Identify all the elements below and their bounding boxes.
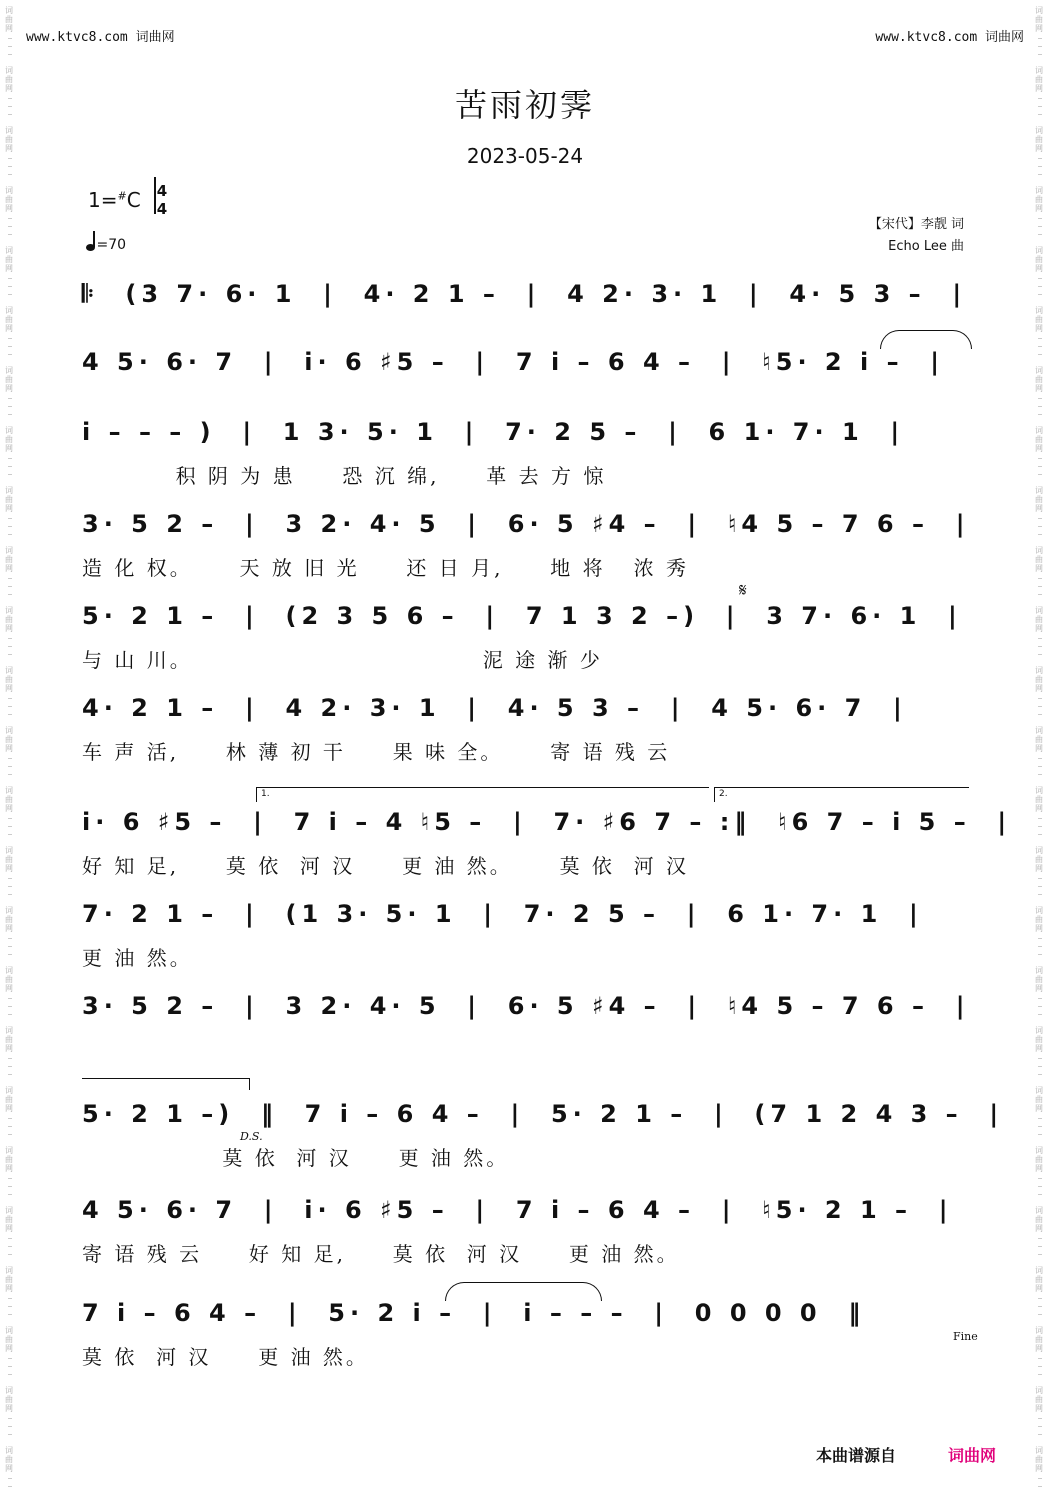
ds-mark: D.S.	[240, 1130, 263, 1143]
watermark-text: 词 曲 网	[5, 1266, 13, 1293]
watermark-tick	[1038, 1426, 1042, 1427]
tempo-value: =70	[96, 237, 127, 253]
watermark-text: 词 曲 网	[5, 846, 13, 873]
watermark-tick	[1038, 346, 1042, 347]
watermark-tick	[8, 998, 12, 999]
watermark-tick	[1038, 946, 1042, 947]
watermark-text: 词 曲 网	[1035, 1266, 1043, 1293]
watermark-text: 词 曲 网	[5, 906, 13, 933]
watermark-tick	[8, 1246, 12, 1247]
key-sharp: #	[117, 189, 127, 203]
watermark-text: 词 曲 网	[5, 726, 13, 753]
watermark-text: 词 曲 网	[1035, 546, 1043, 573]
watermark-tick	[8, 1478, 12, 1479]
volta-bracket-2	[714, 787, 969, 802]
watermark-text: 词 曲 网	[5, 66, 13, 93]
volta-1-label: 1.	[261, 789, 270, 799]
watermark-tick	[8, 346, 12, 347]
watermark-tick	[8, 406, 12, 407]
watermark-tick	[8, 1178, 12, 1179]
watermark-tick	[8, 1118, 12, 1119]
watermark-text: 词 曲 网	[1035, 846, 1043, 873]
watermark-text: 词 曲 网	[5, 126, 13, 153]
watermark-text: 词 曲 网	[1035, 246, 1043, 273]
watermark-tick	[8, 1058, 12, 1059]
notation-row: i – – – ) | 1 3· 5· 1 | 7· 2 5 – | 6 1· 7· 1 |	[82, 418, 905, 446]
lyrics-row: 寄 语 残 云 好 知 足, 莫 依 河 汉 更 油 然。	[82, 1242, 680, 1266]
watermark-text: 词 曲 网	[1035, 366, 1043, 393]
watermark-tick	[8, 294, 12, 295]
watermark-tick	[1038, 1358, 1042, 1359]
watermark-tick	[1038, 594, 1042, 595]
watermark-tick	[8, 466, 12, 467]
watermark-text: 词 曲 网	[1035, 186, 1043, 213]
watermark-tick	[1038, 1178, 1042, 1179]
watermark-tick	[8, 1374, 12, 1375]
watermark-tick	[1038, 714, 1042, 715]
watermark-text: 词 曲 网	[5, 1386, 13, 1413]
watermark-tick	[1038, 526, 1042, 527]
watermark-tick	[1038, 54, 1042, 55]
watermark-tick	[8, 954, 12, 955]
watermark-tick	[8, 1366, 12, 1367]
watermark-text: 词 曲 网	[1035, 1026, 1043, 1053]
song-title: 苦雨初霁	[454, 86, 595, 124]
watermark-text: 词 曲 网	[5, 606, 13, 633]
watermark-tick	[8, 1186, 12, 1187]
watermark-tick	[1038, 774, 1042, 775]
watermark-text: 词 曲 网	[1035, 786, 1043, 813]
watermark-text: 词 曲 网	[1035, 726, 1043, 753]
watermark-tick	[8, 1418, 12, 1419]
watermark-tick	[8, 654, 12, 655]
watermark-tick	[8, 698, 12, 699]
watermark-tick	[1038, 1066, 1042, 1067]
watermark-tick	[1038, 698, 1042, 699]
watermark-tick	[1038, 1314, 1042, 1315]
watermark-tick	[8, 586, 12, 587]
watermark-text: 词 曲 网	[5, 366, 13, 393]
watermark-text: 词 曲 网	[1035, 906, 1043, 933]
watermark-tick	[1038, 1486, 1042, 1487]
watermark-tick	[8, 834, 12, 835]
lyricist-credit: 【宋代】李靓 词	[868, 217, 964, 232]
watermark-tick	[1038, 1434, 1042, 1435]
watermark-tick	[8, 766, 12, 767]
watermark-tick	[8, 1134, 12, 1135]
watermark-tick	[1038, 1186, 1042, 1187]
watermark-tick	[8, 226, 12, 227]
notation-row: 4· 2 1 – | 4 2· 3· 1 | 4· 5 3 – | 4 5· 6· 7 |	[82, 694, 907, 722]
header-site-right[interactable]: www.ktvc8.com 词曲网	[875, 30, 1024, 45]
watermark-tick	[8, 1486, 12, 1487]
watermark-tick	[1038, 518, 1042, 519]
footer-label: 本曲谱源自	[816, 1446, 897, 1465]
watermark-tick	[1038, 406, 1042, 407]
watermark-text: 词 曲 网	[1035, 666, 1043, 693]
watermark-tick	[8, 278, 12, 279]
watermark-text: 词 曲 网	[1035, 1446, 1043, 1473]
watermark-tick	[1038, 758, 1042, 759]
watermark-tick	[1038, 638, 1042, 639]
tie-slur-final	[445, 1282, 602, 1301]
watermark-tick	[1038, 458, 1042, 459]
watermark-text: 词 曲 网	[5, 486, 13, 513]
watermark-tick	[1038, 878, 1042, 879]
watermark-tick	[1038, 1246, 1042, 1247]
watermark-tick	[8, 526, 12, 527]
watermark-text: 词 曲 网	[5, 1446, 13, 1473]
watermark-text: 词 曲 网	[5, 546, 13, 573]
watermark-text: 词 曲 网	[5, 426, 13, 453]
watermark-tick	[8, 1006, 12, 1007]
watermark-tick	[8, 174, 12, 175]
ds-bracket	[82, 1078, 250, 1079]
watermark-tick	[1038, 174, 1042, 175]
watermark-tick	[1038, 818, 1042, 819]
watermark-tick	[8, 1306, 12, 1307]
watermark-tick	[8, 1426, 12, 1427]
watermark-tick	[1038, 1238, 1042, 1239]
watermark-tick	[8, 286, 12, 287]
watermark-tick	[1038, 766, 1042, 767]
footer-source	[816, 1443, 996, 1466]
watermark-tick	[8, 638, 12, 639]
watermark-tick	[8, 234, 12, 235]
watermark-tick	[8, 774, 12, 775]
watermark-tick	[8, 1126, 12, 1127]
watermark-tick	[8, 1074, 12, 1075]
watermark-text: 词 曲 网	[1035, 606, 1043, 633]
watermark-text: 词 曲 网	[5, 1026, 13, 1053]
watermark-tick	[1038, 1478, 1042, 1479]
lyrics-row: 莫 依 河 汉 更 油 然。	[82, 1345, 369, 1369]
watermark-tick	[8, 354, 12, 355]
watermark-text: 词 曲 网	[1035, 1326, 1043, 1353]
tempo-marking	[86, 233, 126, 253]
watermark-text: 词 曲 网	[1035, 306, 1043, 333]
volta-2-label: 2.	[719, 789, 728, 799]
watermark-tick	[1038, 1418, 1042, 1419]
watermark-tick	[8, 38, 12, 39]
watermark-tick	[1038, 534, 1042, 535]
meter-divider	[154, 177, 156, 214]
lyrics-row: 好 知 足, 莫 依 河 汉 更 油 然。 莫 依 河 汉	[82, 854, 690, 878]
watermark-tick	[8, 714, 12, 715]
watermark-tick	[8, 938, 12, 939]
watermark-tick	[1038, 1366, 1042, 1367]
watermark-tick	[1038, 466, 1042, 467]
watermark-tick	[8, 1254, 12, 1255]
watermark-text: 词 曲 网	[5, 6, 13, 33]
watermark-tick	[1038, 474, 1042, 475]
watermark-tick	[1038, 414, 1042, 415]
watermark-text: 词 曲 网	[5, 306, 13, 333]
watermark-text: 词 曲 网	[1035, 66, 1043, 93]
watermark-tick	[8, 578, 12, 579]
watermark-text: 词 曲 网	[1035, 6, 1043, 33]
watermark-tick	[1038, 1006, 1042, 1007]
watermark-tick	[1038, 226, 1042, 227]
lyrics-row: 车 声 活, 林 薄 初 干 果 味 全。 寄 语 残 云	[82, 740, 671, 764]
watermark-tick	[8, 518, 12, 519]
key-note: C	[126, 188, 141, 212]
watermark-text: 词 曲 网	[5, 1326, 13, 1353]
watermark-tick	[1038, 354, 1042, 355]
notation-row: 4 5· 6· 7 | i· 6 ♯5 – | 7 i – 6 4 – | ♮5· 2 i – |	[82, 348, 945, 376]
watermark-text: 词 曲 网	[1035, 1386, 1043, 1413]
note-stem	[93, 231, 95, 247]
watermark-text: 词 曲 网	[5, 1086, 13, 1113]
watermark-tick	[1038, 234, 1042, 235]
key-signature	[88, 188, 141, 212]
watermark-tick	[1038, 398, 1042, 399]
watermark-tick	[1038, 286, 1042, 287]
watermark-tick	[1038, 706, 1042, 707]
watermark-tick	[8, 338, 12, 339]
watermark-tick	[8, 1238, 12, 1239]
watermark-tick	[8, 54, 12, 55]
watermark-tick	[1038, 1058, 1042, 1059]
watermark-tick	[1038, 886, 1042, 887]
watermark-tick	[1038, 586, 1042, 587]
watermark-text: 词 曲 网	[1035, 486, 1043, 513]
watermark-tick	[8, 534, 12, 535]
right-watermark-strip	[1030, 0, 1050, 1490]
watermark-tick	[1038, 1374, 1042, 1375]
header-site-left[interactable]: www.ktvc8.com 词曲网	[26, 30, 175, 45]
notation-row: 5· 2 1 – | (2 3 5 6 – | 7 1 3 2 –) | 3 7· 6· 1 |	[82, 602, 962, 630]
watermark-tick	[1038, 278, 1042, 279]
watermark-tick	[1038, 1118, 1042, 1119]
watermark-tick	[8, 458, 12, 459]
watermark-tick	[1038, 938, 1042, 939]
watermark-tick	[8, 826, 12, 827]
watermark-tick	[1038, 1306, 1042, 1307]
key-prefix: 1=	[88, 188, 118, 212]
composer-credit: Echo Lee 曲	[888, 239, 964, 254]
tie-slur	[880, 330, 972, 349]
watermark-tick	[8, 1358, 12, 1359]
watermark-tick	[8, 758, 12, 759]
watermark-text: 词 曲 网	[5, 966, 13, 993]
lyrics-row: 与 山 川。 泥 途 渐 少	[82, 648, 603, 672]
watermark-tick	[8, 1298, 12, 1299]
ds-bracket-end	[249, 1078, 250, 1090]
watermark-tick	[8, 706, 12, 707]
time-signature	[152, 182, 172, 218]
lyrics-row: 莫 依 河 汉 更 油 然。	[82, 1146, 510, 1170]
notation-row: 3· 5 2 – | 3 2· 4· 5 | 6· 5 ♯4 – | ♮4 5 – 7 6 – |	[82, 992, 970, 1020]
volta-bracket-1	[256, 787, 709, 802]
watermark-tick	[1038, 894, 1042, 895]
watermark-tick	[1038, 1134, 1042, 1135]
lyrics-row: 更 油 然。	[82, 946, 193, 970]
watermark-text: 词 曲 网	[5, 1206, 13, 1233]
watermark-tick	[8, 218, 12, 219]
segno-sign: 𝄋	[739, 580, 747, 601]
watermark-tick	[1038, 834, 1042, 835]
watermark-text: 词 曲 网	[5, 786, 13, 813]
watermark-tick	[8, 594, 12, 595]
watermark-tick	[8, 398, 12, 399]
watermark-tick	[8, 414, 12, 415]
meter-top: 4	[156, 182, 168, 200]
watermark-tick	[1038, 826, 1042, 827]
watermark-tick	[8, 1434, 12, 1435]
watermark-tick	[8, 1194, 12, 1195]
watermark-text: 词 曲 网	[1035, 966, 1043, 993]
watermark-tick	[1038, 646, 1042, 647]
watermark-text: 词 曲 网	[1035, 1206, 1043, 1233]
watermark-tick	[1038, 1074, 1042, 1075]
watermark-tick	[1038, 38, 1042, 39]
watermark-tick	[8, 1314, 12, 1315]
watermark-tick	[8, 1066, 12, 1067]
watermark-text: 词 曲 网	[1035, 1146, 1043, 1173]
fine-mark: Fine	[953, 1330, 978, 1343]
notation-row: 4 5· 6· 7 | i· 6 ♯5 – | 7 i – 6 4 – | ♮5· 2 1 – |	[82, 1196, 953, 1224]
notation-row: 3· 5 2 – | 3 2· 4· 5 | 6· 5 ♯4 – | ♮4 5 – 7 6 – |	[82, 510, 970, 538]
watermark-tick	[8, 886, 12, 887]
watermark-tick	[1038, 954, 1042, 955]
meter-bottom: 4	[156, 200, 168, 218]
watermark-tick	[8, 946, 12, 947]
lyrics-row: 造 化 权。 天 放 旧 光 还 日 月, 地 将 浓 秀	[82, 556, 690, 580]
footer-brand-link[interactable]: 词曲网	[948, 1446, 997, 1465]
watermark-text: 词 曲 网	[5, 1146, 13, 1173]
notation-row: 7· 2 1 – | (1 3· 5· 1 | 7· 2 5 – | 6 1· 7· 1 |	[82, 900, 923, 928]
watermark-tick	[1038, 654, 1042, 655]
watermark-tick	[1038, 218, 1042, 219]
left-watermark-strip	[0, 0, 20, 1490]
watermark-text: 词 曲 网	[5, 666, 13, 693]
watermark-tick	[1038, 1254, 1042, 1255]
watermark-tick	[8, 1014, 12, 1015]
watermark-tick	[1038, 1126, 1042, 1127]
watermark-tick	[1038, 338, 1042, 339]
watermark-tick	[1038, 1194, 1042, 1195]
watermark-tick	[1038, 294, 1042, 295]
watermark-text: 词 曲 网	[5, 186, 13, 213]
watermark-text: 词 曲 网	[1035, 426, 1043, 453]
watermark-tick	[8, 818, 12, 819]
watermark-tick	[8, 894, 12, 895]
watermark-tick	[1038, 1014, 1042, 1015]
watermark-text: 词 曲 网	[5, 246, 13, 273]
watermark-tick	[1038, 998, 1042, 999]
notation-row: 𝄆 (3 7· 6· 1 | 4· 2 1 – | 4 2· 3· 1 | 4· 5 3 – |	[82, 280, 967, 308]
watermark-tick	[8, 46, 12, 47]
notation-row: i· 6 ♯5 – | 7 i – 4 ♮5 – | 7· ♯6 7 – :‖ ♮6 7 – i 5 – |	[82, 808, 1012, 836]
watermark-tick	[1038, 1298, 1042, 1299]
watermark-tick	[8, 646, 12, 647]
notation-row: 7 i – 6 4 – | 5· 2 i – | i – – – | 0 0 0 0 ‖	[82, 1299, 866, 1327]
watermark-tick	[8, 474, 12, 475]
watermark-text: 词 曲 网	[1035, 126, 1043, 153]
watermark-text: 词 曲 网	[1035, 1086, 1043, 1113]
lyrics-row: 积 阴 为 患 恐 沉 绵, 革 去 方 惊	[82, 464, 607, 488]
watermark-tick	[1038, 46, 1042, 47]
notation-row: 5· 2 1 –) ‖ 7 i – 6 4 – | 5· 2 1 – | (7 1 2 4 3 – |	[82, 1100, 1004, 1128]
song-date: 2023-05-24	[466, 144, 584, 168]
watermark-tick	[8, 878, 12, 879]
watermark-tick	[1038, 578, 1042, 579]
